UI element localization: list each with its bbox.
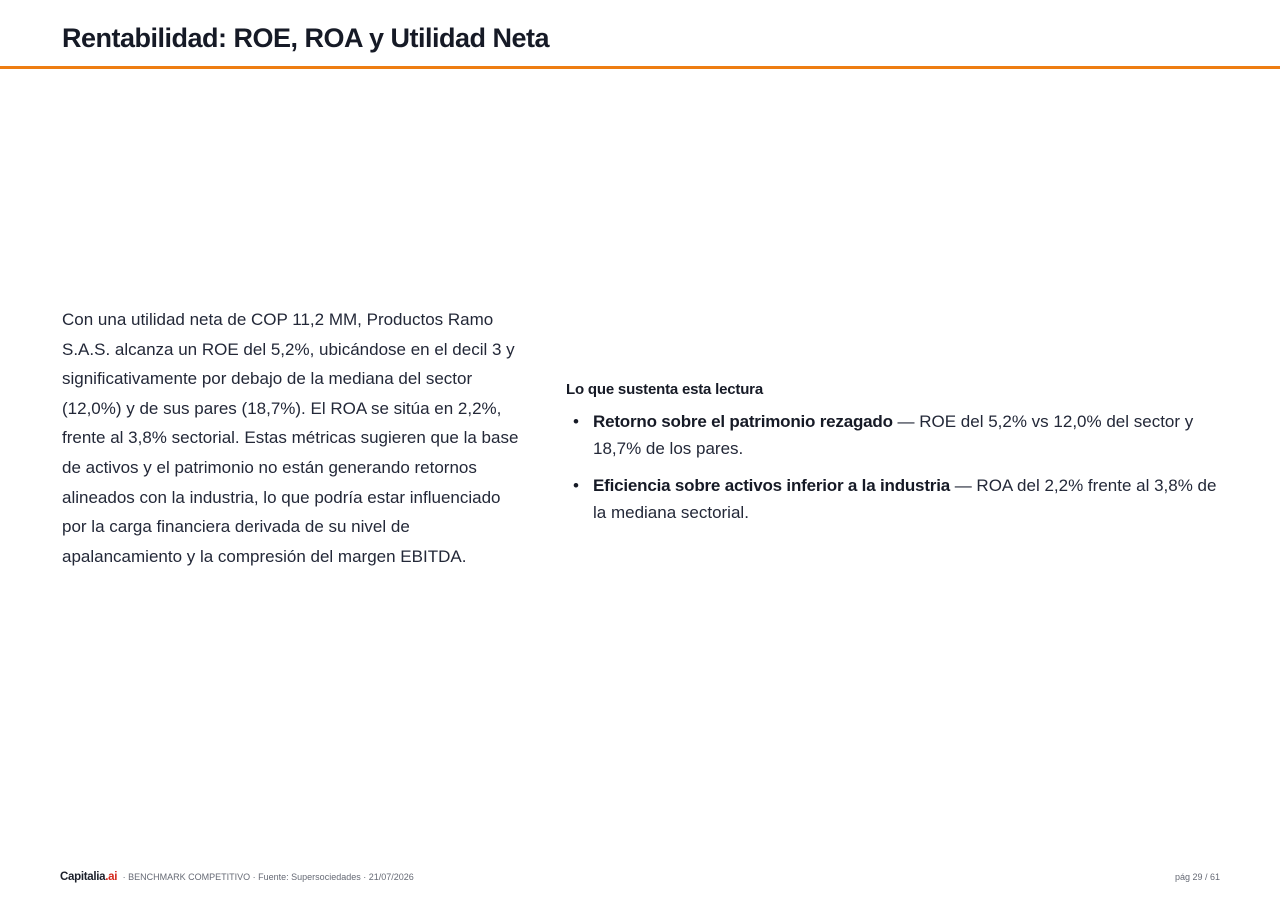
bullet-icon: • <box>573 476 579 495</box>
list-item-text: — ROA del 2,2% frente al 3,8% de la mediana sectorial. <box>593 476 1217 522</box>
footer-left <box>60 868 414 886</box>
page-label: pág 29 <box>1174 872 1203 882</box>
list-item-title: Retorno sobre el patrimonio rezagado <box>593 412 893 431</box>
brand-name: Capitalia <box>60 871 106 883</box>
brand-logo <box>60 871 117 883</box>
list-item-text: — ROE del 5,2% vs 12,0% del sector y 18,7% de los pares. <box>593 412 1194 458</box>
support-section <box>566 380 1226 536</box>
page-header <box>0 0 1280 69</box>
footer-meta: · BENCHMARK COMPETITIVO · Fuente: Supersociedades · 21/07/2026 <box>122 872 414 882</box>
page-footer <box>60 868 1220 886</box>
list-item-title: Eficiencia sobre activos inferior a la industria <box>593 476 950 495</box>
list-item <box>566 472 1226 526</box>
page-separator: / <box>1202 872 1210 882</box>
support-heading: Lo que sustenta esta lectura <box>566 381 763 398</box>
page-title: Rentabilidad: ROE, ROA y Utilidad Neta <box>62 23 550 53</box>
bullet-icon: • <box>573 412 579 431</box>
list-item <box>566 408 1226 462</box>
page-number <box>1175 868 1220 886</box>
support-list <box>566 408 1226 526</box>
brand-suffix: .ai <box>105 871 118 883</box>
analysis-paragraph: Con una utilidad neta de COP 11,2 MM, Productos Ramo S.A.S. alcanza un ROE del 5,2%, ubicándose en el decil 3 y significativamente por debajo de la mediana del sector (12,0%) y de sus pares (18,7%). El ROA se sitúa en 2,2%, frente al 3,8% sectorial. Estas métricas sugieren que la base de activos y el patrimonio no están generando retornos alineados con la industria, lo que podría estar influenciado por la carga financiera derivada de su nivel de apalancamiento y la compresión del margen EBITDA. <box>62 310 519 566</box>
page-total: 61 <box>1209 872 1220 882</box>
